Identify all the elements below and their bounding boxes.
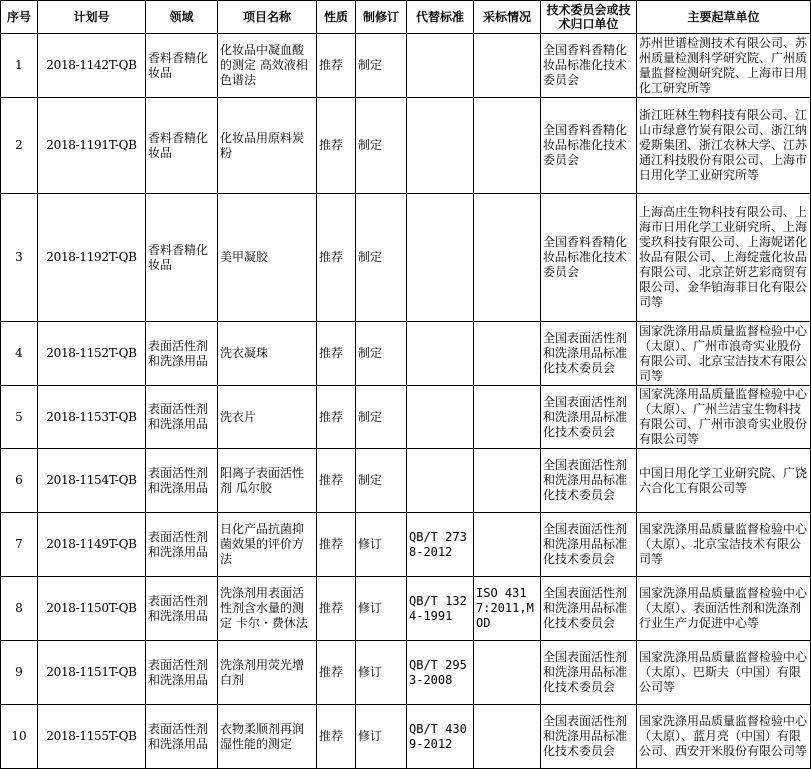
cell-domain [146, 705, 218, 769]
table-row [1, 449, 811, 513]
cell-replaced-standard-text: QB/T 4309-2012 [409, 721, 467, 751]
cell-drafters [637, 386, 811, 449]
cell-revision [356, 513, 407, 577]
cell-committee [541, 34, 637, 98]
cell-plan-number [38, 98, 146, 194]
cell-plan-number-text: 2018-1149T-QB [46, 537, 137, 551]
cell-domain-text: 表面活性剂和洗涤用品 [148, 338, 209, 368]
cell-domain [146, 386, 218, 449]
cell-drafters [637, 449, 811, 513]
cell-drafters [637, 194, 811, 322]
cell-project-name-text: 化妆品用原料炭粉 [220, 130, 305, 160]
cell-nature [317, 386, 356, 449]
cell-replaced-standard-text: QB/T 2953-2008 [409, 657, 467, 687]
cell-revision-text: 制定 [358, 138, 383, 152]
cell-project-name-text: 化妆品中凝血酸的测定 高效液相色谱法 [220, 43, 308, 87]
cell-plan-number [38, 322, 146, 386]
cell-idx-text: 10 [11, 729, 27, 743]
cell-drafters-text: 国家洗涤用品质量监督检验中心（太原）、表面活性剂和洗涤剂行业生产力促进中心等 [639, 586, 808, 630]
cell-nature [317, 98, 356, 194]
cell-project-name-text: 衣物柔顺剂再润湿性能的测定 [220, 721, 305, 751]
cell-drafters [637, 98, 811, 194]
cell-idx-text: 9 [15, 665, 23, 679]
cell-committee [541, 322, 637, 386]
cell-committee-text: 全国香料香精化妆品标准化技术委员会 [543, 123, 628, 167]
cell-revision [356, 194, 407, 322]
cell-project-name [218, 449, 317, 513]
cell-domain-text: 香料香精化妆品 [148, 242, 209, 272]
cell-project-name-text: 美甲凝胶 [220, 250, 269, 264]
cell-idx-text: 7 [15, 537, 23, 551]
cell-revision [356, 705, 407, 769]
cell-domain-text: 表面活性剂和洗涤用品 [148, 402, 209, 431]
cell-domain [146, 577, 218, 641]
cell-idx [1, 322, 38, 386]
cell-domain [146, 98, 218, 194]
cell-domain-text: 表面活性剂和洗涤用品 [148, 529, 209, 559]
cell-replaced-standard-text: QB/T 1324-1991 [409, 593, 467, 623]
header-revision: 制修订 [356, 1, 407, 34]
cell-revision [356, 449, 407, 513]
cell-revision-text: 修订 [358, 665, 383, 679]
cell-replaced-standard [407, 194, 474, 322]
cell-plan-number [38, 194, 146, 322]
cell-revision-text: 制定 [358, 58, 383, 72]
cell-domain-text: 表面活性剂和洗涤用品 [148, 465, 209, 495]
cell-nature-text: 推荐 [319, 473, 344, 487]
cell-idx [1, 194, 38, 322]
cell-committee-text: 全国香料香精化妆品标准化技术委员会 [543, 235, 628, 279]
table-row [1, 322, 811, 386]
cell-nature [317, 513, 356, 577]
cell-nature-text: 推荐 [319, 346, 344, 360]
cell-committee [541, 194, 637, 322]
cell-committee-text: 全国表面活性剂和洗涤用品标准化技术委员会 [543, 650, 628, 694]
cell-nature-text: 推荐 [319, 729, 344, 743]
cell-nature [317, 194, 356, 322]
cell-idx-text: 2 [15, 138, 23, 152]
cell-committee [541, 513, 637, 577]
table-row [1, 34, 811, 98]
cell-drafters [637, 705, 811, 769]
cell-adoption [474, 705, 541, 769]
cell-domain [146, 449, 218, 513]
cell-plan-number-text: 2018-1150T-QB [46, 601, 137, 615]
cell-project-name [218, 322, 317, 386]
cell-project-name [218, 386, 317, 449]
table-body [1, 34, 811, 769]
cell-domain [146, 194, 218, 322]
cell-committee [541, 641, 637, 705]
cell-revision [356, 641, 407, 705]
table-row [1, 194, 811, 322]
cell-revision [356, 34, 407, 98]
cell-plan-number-text: 2018-1155T-QB [46, 729, 137, 743]
cell-nature [317, 577, 356, 641]
table-header [1, 1, 811, 34]
header-adoption: 采标情况 [474, 1, 541, 34]
header-nature: 性质 [317, 1, 356, 34]
cell-nature [317, 449, 356, 513]
cell-domain [146, 34, 218, 98]
cell-revision-text: 制定 [358, 473, 383, 487]
cell-nature-text: 推荐 [319, 537, 344, 551]
cell-idx [1, 386, 38, 449]
cell-plan-number [38, 641, 146, 705]
cell-domain-text: 香料香精化妆品 [148, 130, 209, 160]
header-idx: 序号 [1, 1, 38, 34]
cell-domain-text: 表面活性剂和洗涤用品 [148, 721, 209, 751]
cell-replaced-standard [407, 449, 474, 513]
header-drafters: 主要起草单位 [637, 1, 811, 34]
cell-plan-number [38, 577, 146, 641]
cell-plan-number-text: 2018-1153T-QB [46, 409, 137, 424]
cell-drafters-text: 国家洗涤用品质量监督检验中心（太原）、广州市浪奇实业股份有限公司、北京宝洁技术有限公司等 [639, 323, 808, 383]
cell-revision [356, 577, 407, 641]
cell-drafters-text: 浙江旺林生物科技有限公司、江山市绿意竹炭有限公司、浙江纳爱斯集团、浙江农林大学、江苏通江科技股份有限公司、上海市日用化学工业研究所等 [639, 108, 808, 182]
cell-committee [541, 577, 637, 641]
cell-plan-number-text: 2018-1142T-QB [46, 58, 137, 72]
cell-revision [356, 98, 407, 194]
cell-nature-text: 推荐 [319, 601, 344, 615]
table-row [1, 705, 811, 769]
cell-revision-text: 制定 [358, 409, 383, 424]
cell-nature-text: 推荐 [319, 665, 344, 679]
cell-nature-text: 推荐 [319, 138, 344, 152]
cell-idx [1, 705, 38, 769]
cell-drafters [637, 641, 811, 705]
cell-idx-text: 8 [15, 601, 23, 615]
cell-plan-number-text: 2018-1192T-QB [46, 250, 137, 264]
cell-drafters-text: 国家洗涤用品质量监督检验中心（太原）、北京宝洁技术有限公司等 [639, 522, 808, 566]
cell-adoption [474, 513, 541, 577]
cell-adoption [474, 98, 541, 194]
cell-revision-text: 修订 [358, 601, 383, 615]
header-committee: 技术委员会或技术归口单位 [541, 1, 637, 34]
cell-replaced-standard [407, 577, 474, 641]
cell-nature [317, 322, 356, 386]
cell-idx-text: 3 [15, 250, 23, 264]
header-plan-number: 计划号 [38, 1, 146, 34]
cell-adoption [474, 386, 541, 449]
cell-revision [356, 322, 407, 386]
cell-drafters [637, 577, 811, 641]
cell-drafters [637, 513, 811, 577]
cell-idx [1, 34, 38, 98]
cell-committee-text: 全国表面活性剂和洗涤用品标准化技术委员会 [543, 586, 628, 630]
cell-plan-number [38, 705, 146, 769]
cell-drafters-text: 国家洗涤用品质量监督检验中心（太原）、广州兰洁宝生物科技有限公司、广州市浪奇实业股份有限公司等 [639, 387, 808, 446]
cell-idx-text: 5 [15, 409, 23, 424]
cell-replaced-standard [407, 386, 474, 449]
cell-revision-text: 制定 [358, 250, 383, 264]
cell-idx [1, 577, 38, 641]
cell-plan-number [38, 34, 146, 98]
cell-committee [541, 449, 637, 513]
cell-revision-text: 修订 [358, 537, 383, 551]
cell-domain [146, 641, 218, 705]
cell-project-name [218, 641, 317, 705]
table-row [1, 98, 811, 194]
cell-domain [146, 513, 218, 577]
cell-domain-text: 表面活性剂和洗涤用品 [148, 657, 209, 687]
cell-domain [146, 322, 218, 386]
cell-project-name-text: 日化产品抗菌抑菌效果的评价方法 [220, 522, 305, 566]
cell-idx-text: 4 [15, 346, 23, 360]
cell-project-name-text: 阳离子表面活性剂 瓜尔胶 [220, 465, 305, 495]
cell-drafters-text: 上海高庄生物科技有限公司、上海市日用化学工业研究所、上海雯玖科技有限公司、上海妮诺化妆品有限公司、上海绽蔻化妆品有限公司、北京芷妍艺彩商贸有限公司、金华铂海菲日化有限公司等 [639, 205, 808, 309]
cell-committee-text: 全国表面活性剂和洗涤用品标准化技术委员会 [543, 714, 628, 758]
cell-idx-text: 1 [15, 58, 23, 72]
cell-idx [1, 98, 38, 194]
cell-plan-number [38, 513, 146, 577]
cell-nature [317, 705, 356, 769]
header-project-name: 项目名称 [218, 1, 317, 34]
cell-replaced-standard [407, 513, 474, 577]
cell-adoption [474, 322, 541, 386]
cell-revision [356, 386, 407, 449]
table-row [1, 513, 811, 577]
cell-project-name [218, 98, 317, 194]
cell-adoption [474, 641, 541, 705]
cell-replaced-standard [407, 705, 474, 769]
cell-project-name-text: 洗衣片 [220, 409, 257, 424]
cell-nature [317, 641, 356, 705]
cell-adoption [474, 194, 541, 322]
cell-plan-number-text: 2018-1152T-QB [46, 346, 137, 360]
cell-revision-text: 制定 [358, 346, 383, 360]
cell-plan-number-text: 2018-1191T-QB [46, 138, 137, 152]
cell-drafters [637, 322, 811, 386]
cell-drafters-text: 苏州世谱检测技术有限公司、苏州质量检测科学研究院、广州质量监督检测研究院、上海市日用化工研究所等 [639, 35, 808, 95]
cell-committee-text: 全国表面活性剂和洗涤用品标准化技术委员会 [543, 331, 628, 375]
cell-plan-number-text: 2018-1151T-QB [46, 665, 137, 679]
cell-domain-text: 表面活性剂和洗涤用品 [148, 593, 209, 623]
cell-drafters-text: 中国日用化学工业研究院、广饶六合化工有限公司等 [639, 465, 808, 495]
cell-replaced-standard-text: QB/T 2738-2012 [409, 529, 467, 559]
cell-nature-text: 推荐 [319, 250, 344, 264]
cell-plan-number [38, 449, 146, 513]
cell-adoption [474, 449, 541, 513]
cell-replaced-standard [407, 34, 474, 98]
table-row [1, 577, 811, 641]
cell-project-name [218, 194, 317, 322]
cell-plan-number [38, 386, 146, 449]
cell-plan-number-text: 2018-1154T-QB [46, 473, 137, 487]
cell-committee [541, 98, 637, 194]
cell-committee-text: 全国香料香精化妆品标准化技术委员会 [543, 43, 628, 87]
cell-idx [1, 641, 38, 705]
header-row [1, 1, 811, 34]
cell-committee-text: 全国表面活性剂和洗涤用品标准化技术委员会 [543, 458, 628, 502]
cell-committee [541, 386, 637, 449]
cell-committee [541, 705, 637, 769]
cell-idx-text: 6 [15, 473, 23, 487]
cell-project-name [218, 34, 317, 98]
cell-adoption [474, 577, 541, 641]
cell-nature [317, 34, 356, 98]
cell-adoption [474, 34, 541, 98]
table-row [1, 641, 811, 705]
header-replaced-standard: 代替标准 [407, 1, 474, 34]
cell-adoption-text: ISO 4317:2011,MOD [476, 586, 534, 630]
cell-project-name-text: 洗衣凝珠 [220, 346, 269, 360]
cell-revision-text: 修订 [358, 729, 383, 743]
cell-project-name-text: 洗涤剂用表面活性剂含水量的测定 卡尔・费休法 [220, 586, 308, 630]
cell-committee-text: 全国表面活性剂和洗涤用品标准化技术委员会 [543, 394, 628, 439]
cell-replaced-standard [407, 322, 474, 386]
cell-drafters-text: 国家洗涤用品质量监督检验中心（太原）、蓝月亮（中国）有限公司、西安开米股份有限公司等 [639, 714, 808, 758]
cell-drafters-text: 国家洗涤用品质量监督检验中心（太原）、巴斯夫（中国）有限公司等 [639, 650, 808, 694]
cell-drafters [637, 34, 811, 98]
cell-replaced-standard [407, 98, 474, 194]
cell-project-name [218, 513, 317, 577]
cell-idx [1, 513, 38, 577]
cell-nature-text: 推荐 [319, 409, 344, 424]
cell-nature-text: 推荐 [319, 58, 344, 72]
cell-project-name [218, 577, 317, 641]
cell-committee-text: 全国表面活性剂和洗涤用品标准化技术委员会 [543, 522, 628, 566]
cell-project-name-text: 洗涤剂用荧光增白剂 [220, 657, 305, 687]
cell-domain-text: 香料香精化妆品 [148, 50, 209, 80]
table-row [1, 386, 811, 449]
cell-replaced-standard [407, 641, 474, 705]
header-domain: 领域 [146, 1, 218, 34]
cell-project-name [218, 705, 317, 769]
cell-idx [1, 449, 38, 513]
